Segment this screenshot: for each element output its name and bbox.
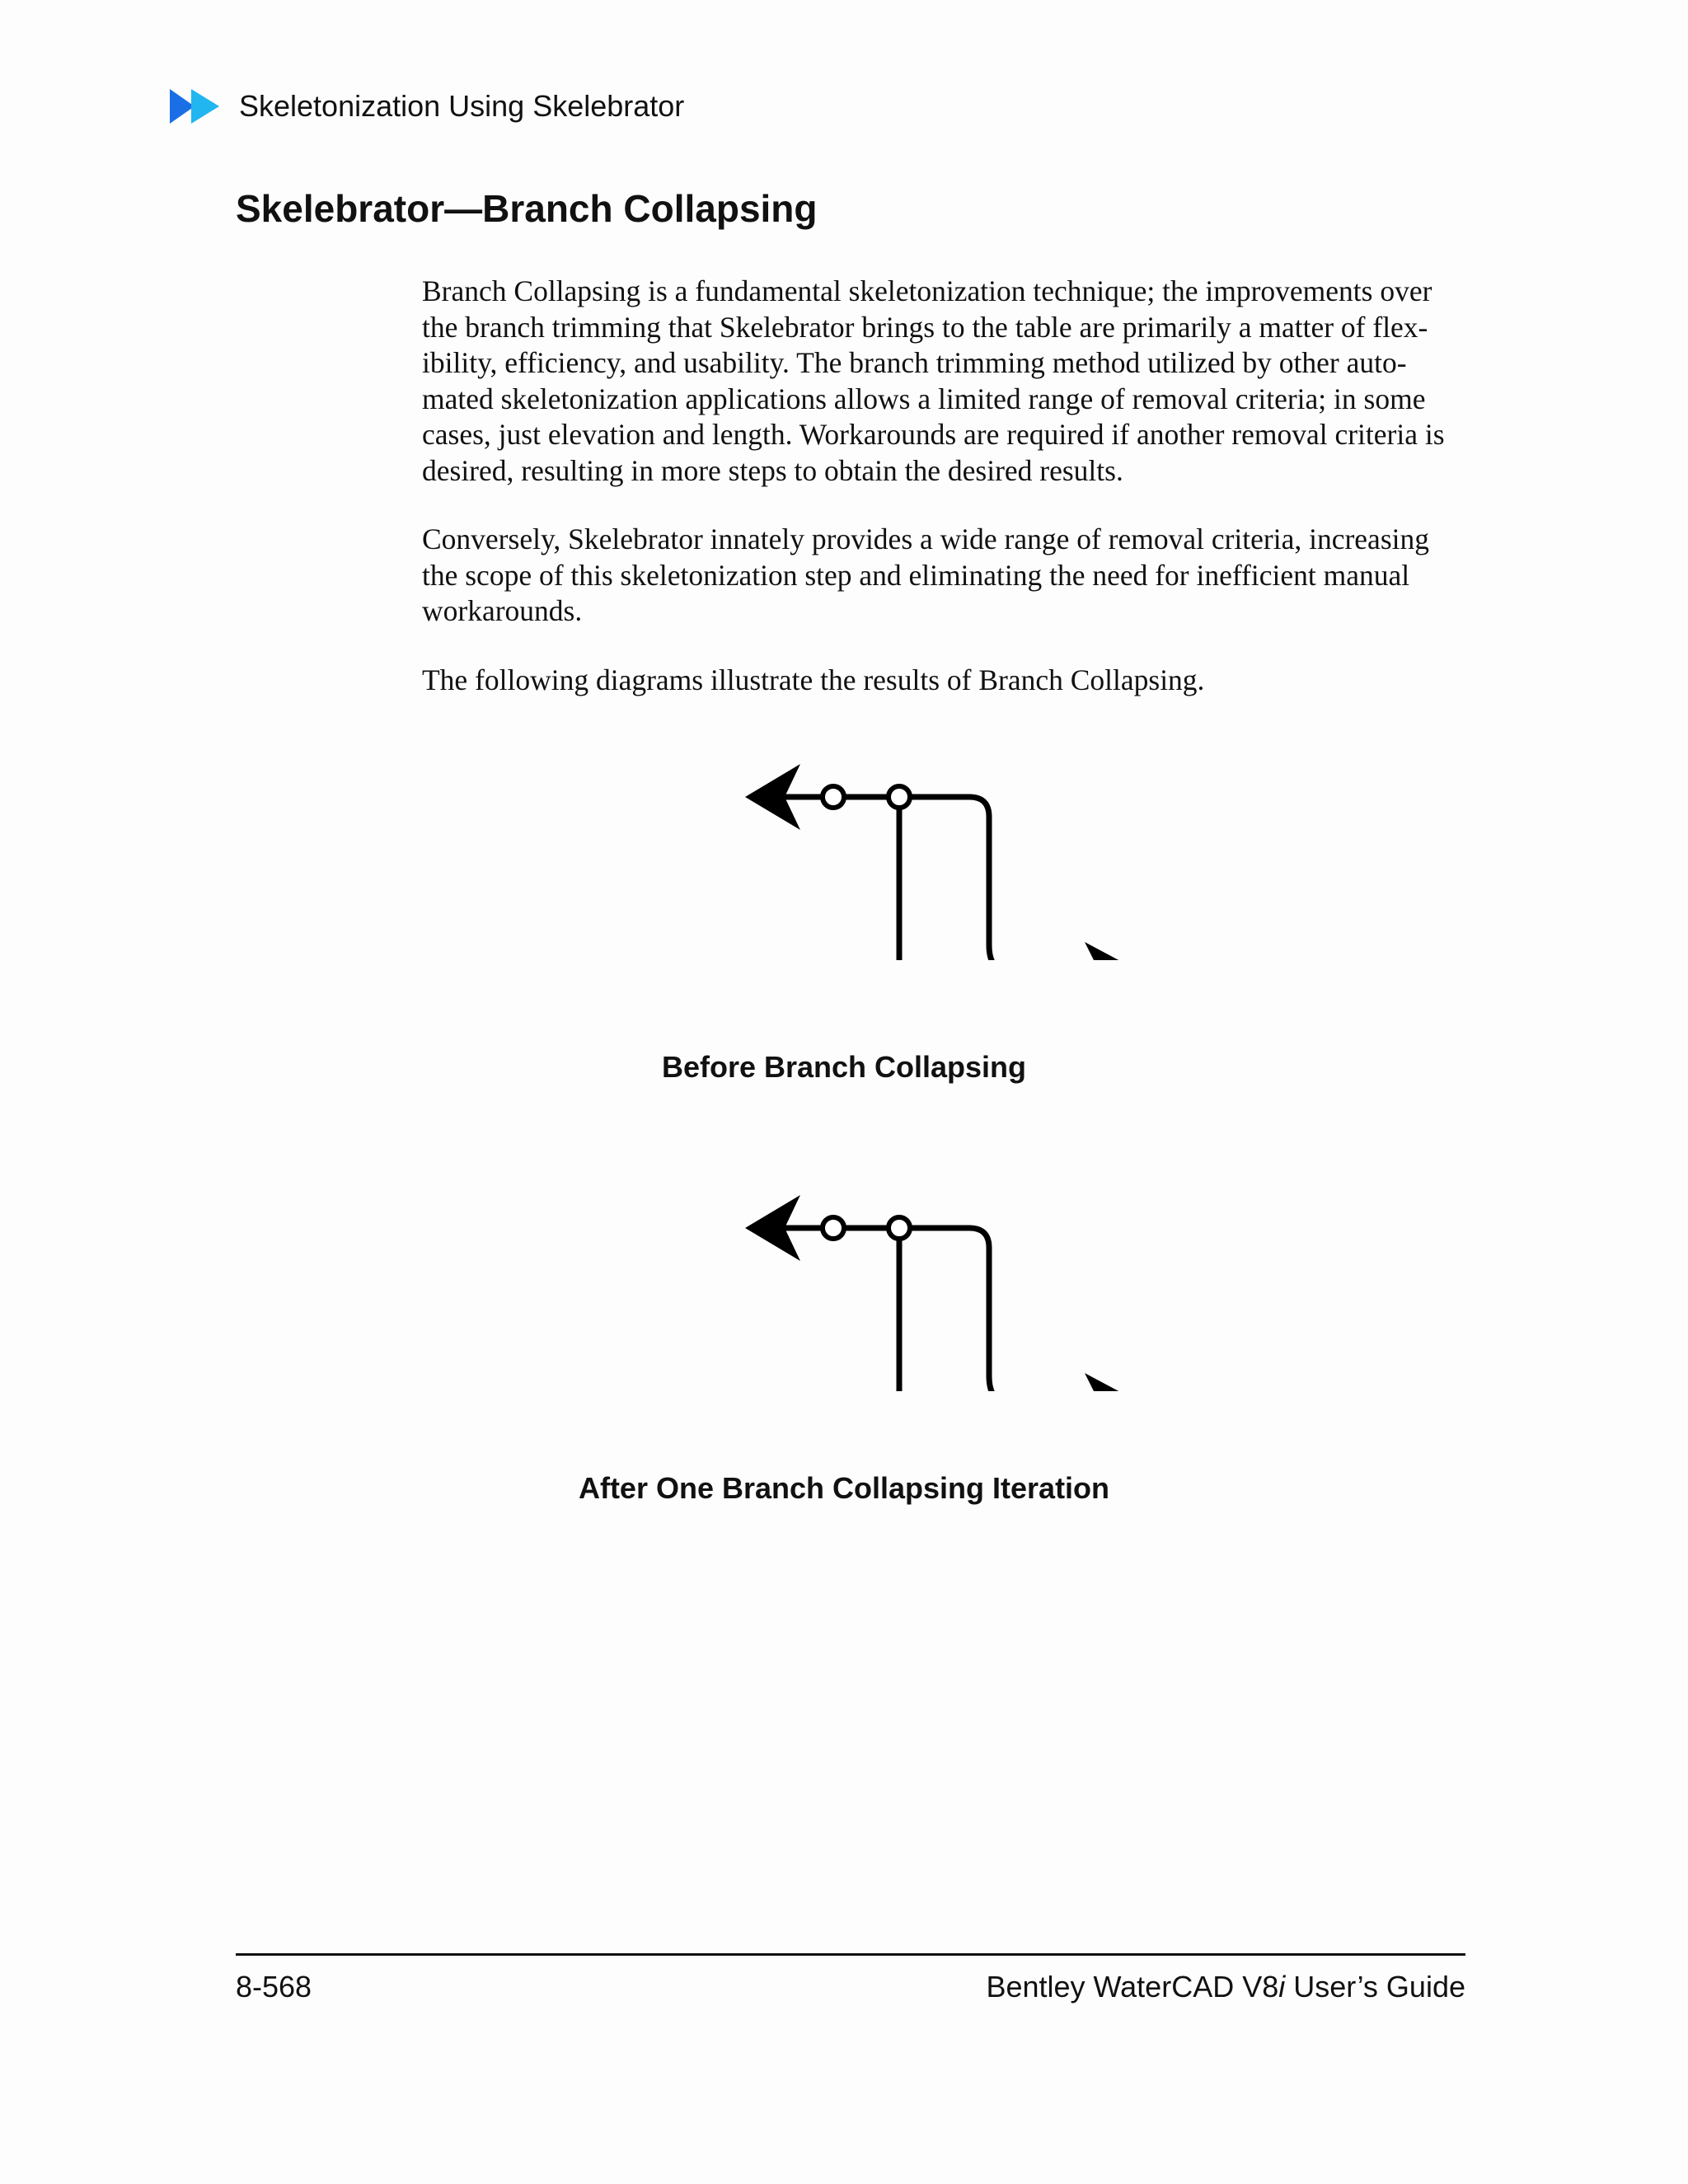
figure-caption-after: After One Branch Collapsing Iteration bbox=[578, 1471, 1110, 1505]
node-icon bbox=[889, 786, 910, 808]
guide-title bbox=[986, 1970, 1465, 2004]
node-icon bbox=[889, 1217, 910, 1239]
guide-title-italic: i bbox=[1278, 1970, 1286, 2004]
guide-title-prefix: Bentley WaterCAD V8 bbox=[986, 1970, 1279, 2004]
guide-title-suffix: User’s Guide bbox=[1285, 1970, 1465, 2004]
section-title: Skeletonization Using Skelebrator bbox=[239, 89, 685, 123]
diagram-after-collapsing bbox=[730, 1177, 1159, 1391]
network-before-collapsing-diagram bbox=[730, 746, 1159, 960]
arrow-right-icon bbox=[1085, 1373, 1146, 1391]
chevron-right-part bbox=[191, 89, 219, 124]
chevron-left-part bbox=[170, 89, 195, 124]
node-icon bbox=[823, 786, 844, 808]
paragraph-intro: Branch Collapsing is a fundamental skeletonization technique; the improvements over the branch trimming that Skelebrator brings to the table are primarily a matter of flex-ibility, efficiency, and usability. The branch trimming method utilized by other auto-mated skeletonization applications allows a limited range of removal criteria; in some cases, just elevation and length. Workarounds are required if another removal criteria is desired, resulting in more steps to obtain the desired results. bbox=[422, 274, 1445, 487]
paragraph-diagrams-intro: The following diagrams illustrate the results of Branch Collapsing. bbox=[422, 663, 1205, 696]
pipe bbox=[899, 797, 1058, 960]
network-after-one-iteration-diagram bbox=[730, 1177, 1159, 1391]
page-number: 8-568 bbox=[236, 1970, 312, 2004]
figure-caption-before: Before Branch Collapsing bbox=[661, 1050, 1027, 1084]
node-icon bbox=[823, 1217, 844, 1239]
paragraph-conversely: Conversely, Skelebrator innately provides a wide range of removal criteria, increasing the scope of this skeletonization step and eliminating the need for inefficient manual workarounds. bbox=[422, 523, 1429, 627]
double-chevron-right-icon bbox=[170, 89, 221, 124]
pipe bbox=[899, 1228, 1058, 1391]
diagram-before-collapsing bbox=[730, 746, 1159, 960]
running-header bbox=[170, 86, 684, 127]
page-title: Skelebrator—Branch Collapsing bbox=[236, 187, 818, 230]
arrow-right-icon bbox=[1085, 942, 1146, 960]
footer-divider bbox=[236, 1953, 1465, 1956]
body-text bbox=[422, 274, 1465, 731]
